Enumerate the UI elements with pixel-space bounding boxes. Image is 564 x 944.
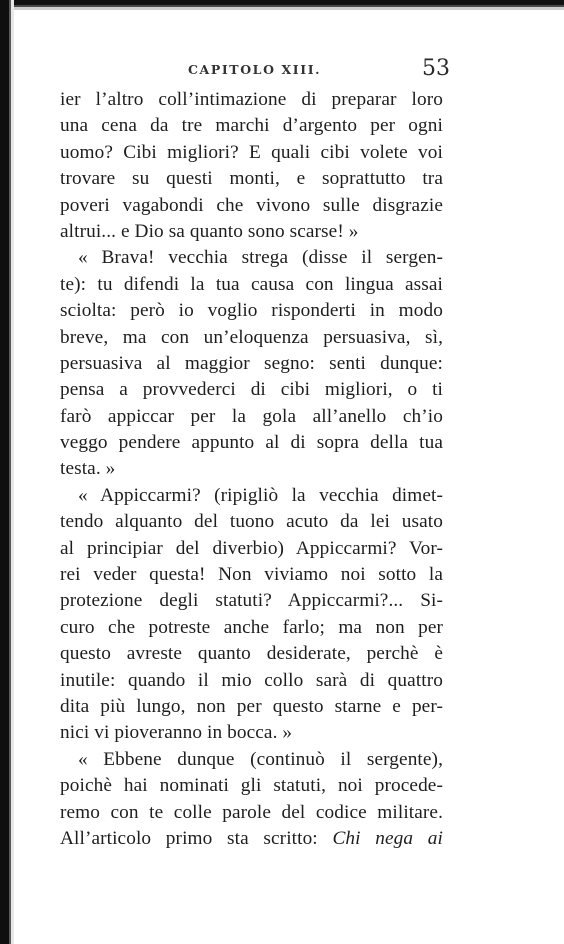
text-line: inutile: quando il mio collo sarà di quattro (60, 669, 443, 691)
text-line: rei veder questa! Non viviamo noi sotto la (60, 564, 443, 586)
text-line: ier l’altro coll’intimazione di preparar loro (60, 89, 443, 110)
text-line: te): tu difendi la tua causa con lingua assai (60, 273, 443, 295)
text-line: pensa a provvederci di cibi migliori, o ti (60, 379, 443, 401)
text-line: trovare su questi monti, e soprattutto tra (60, 168, 443, 190)
text-line: tendo alquanto del tuono acuto da lei usato (60, 511, 443, 533)
text-line: uomo? Cibi migliori? E quali cibi volete voi (60, 141, 443, 163)
text-line: altrui... e Dio sa quanto sono scarse! » (60, 220, 359, 242)
page-header (58, 56, 450, 86)
text-line-italic: Chi nega ai (332, 827, 443, 849)
text-line: poichè hai nominati gli statuti, noi procede- (60, 775, 443, 797)
text-line: dita più lungo, non per questo starne e per- (60, 695, 443, 717)
text-line: protezione degli statuti? Appiccarmi?... Si- (60, 590, 443, 612)
text-line: veggo pendere appunto al di sopra della tua (60, 432, 443, 454)
running-head: CAPITOLO XIII. (188, 62, 322, 77)
text-line: nici vi pioveranno in bocca. » (60, 722, 293, 744)
text-line: al principiar del diverbio) Appiccarmi? Vor- (60, 537, 443, 559)
paragraph-start-line: « Ebbene dunque (continuò il sergente), (78, 748, 443, 770)
page-number: 53 (422, 56, 450, 81)
text-line: poveri vagabondi che vivono sulle disgrazie (60, 194, 443, 216)
body-text (60, 87, 443, 852)
text-line (60, 826, 443, 852)
text-line: una cena da tre marchi d’argento per ogni (60, 115, 443, 137)
text-line: persuasiva al maggior segno: senti dunque: (60, 352, 443, 374)
text-line: testa. » (60, 458, 116, 480)
text-line: questo avreste quanto desiderate, perchè è (60, 643, 443, 665)
text-line: remo con te colle parole del codice militare. (60, 801, 443, 823)
text-line: sciolta: però io voglio risponderti in modo (60, 300, 443, 322)
text-line: farò appiccar per la gola all’anello ch’io (60, 405, 443, 427)
text-line-roman: All’articolo primo sta scritto: (60, 827, 318, 849)
text-line: curo che potreste anche farlo; ma non per (60, 616, 443, 638)
paragraph-start-line: « Appiccarmi? (ripigliò la vecchia dimet- (78, 484, 443, 506)
text-line: breve, ma con un’eloquenza persuasiva, sì, (60, 326, 443, 348)
paragraph-start-line: « Brava! vecchia strega (disse il sergen- (78, 247, 443, 269)
